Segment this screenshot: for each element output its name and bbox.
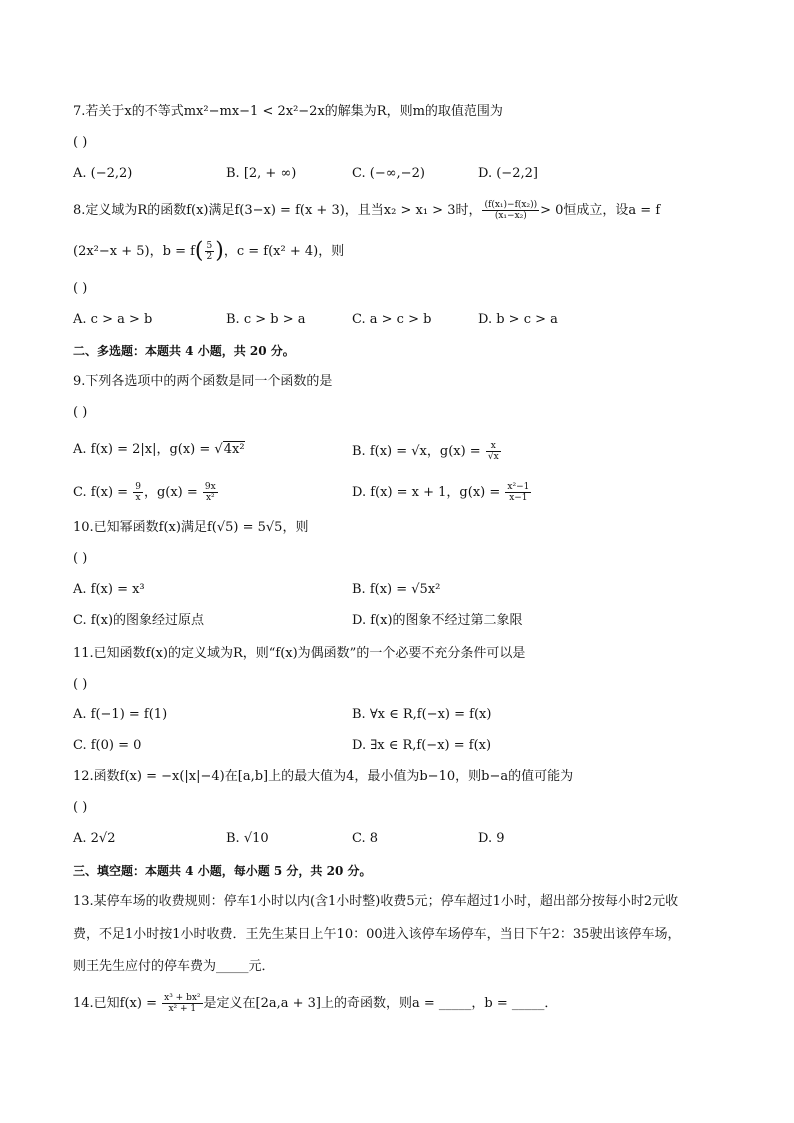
q14-stem	[73, 993, 557, 1014]
q11-option-c: C. f(0) = 0	[73, 738, 142, 753]
q12-stem: 12.函数f(x) = −x(|x|−4)在[a,b]上的最大值为4，最小值为b−10，则b−a的值可能为	[73, 769, 574, 784]
q12-option-a: A. 2√2	[73, 831, 116, 846]
q12-option-c: C. 8	[352, 831, 379, 846]
q10-stem: 10.已知幂函数f(x)满足f(√5) = 5√5，则	[73, 520, 309, 535]
q8-option-c: C. a > c > b	[352, 312, 432, 327]
q8-option-a: A. c > a > b	[73, 312, 153, 327]
q11-option-a: A. f(−1) = f(1)	[73, 707, 168, 722]
q8-b-fraction	[205, 241, 215, 262]
q9-a-sqrt: √4x²	[214, 442, 245, 457]
q11-option-b: B. ∀x ∈ R,f(−x) = f(x)	[352, 707, 492, 722]
q7-answer-paren: ( )	[73, 135, 88, 150]
q10-option-b: B. f(x) = √5x²	[352, 582, 441, 597]
q11-option-d: D. ∃x ∈ R,f(−x) = f(x)	[352, 738, 492, 753]
q7-option-a: A. (−2,2)	[73, 166, 133, 181]
q9-d-num: x²−1	[507, 482, 530, 492]
q8-stem-pre: 8.定义域为R的函数f(x)满足f(3−x) = f(x + 3)，且当x₂ > x₁ > 3时，	[73, 203, 482, 218]
q10-option-c: C. f(x)的图象经过原点	[73, 613, 205, 628]
q8-b-frac-den: 2	[206, 252, 213, 262]
q9-d-den: x−1	[509, 493, 528, 503]
q11-stem: 11.已知函数f(x)的定义域为R，则“f(x)为偶函数”的一个必要不充分条件可以是	[73, 646, 526, 661]
q9-b-text: B. f(x) = √x，g(x) =	[352, 444, 485, 459]
section-2-heading: 二、多选题：本题共 4 小题，共 20 分。	[73, 344, 295, 358]
q9-option-b	[352, 441, 502, 462]
q8-fraction	[482, 200, 539, 221]
q14-post: 是定义在[2a,a + 3]上的奇函数，则a = _____，b = _____．	[203, 996, 558, 1011]
q9-a-radicand: 4x²	[223, 442, 245, 457]
q9-b-fraction	[486, 441, 501, 462]
q8-option-b: B. c > b > a	[226, 312, 306, 327]
q13-line-1: 13.某停车场的收费规则：停车1小时以内(含1小时整)收费5元；停车超过1小时，超出部分按每小时2元收	[73, 894, 679, 909]
q9-c-num2: 9x	[204, 482, 216, 492]
q9-c-num1: 9	[135, 482, 141, 492]
q9-option-d	[352, 482, 532, 503]
q14-den: x² + 1	[168, 1004, 197, 1014]
q8-frac-num: (f(x₁)−f(x₂))	[484, 200, 538, 210]
q13-line-2: 费，不足1小时按1小时收费．王先生某日上午10：00进入该停车场停车，当日下午2：35驶出该停车场，	[73, 927, 681, 942]
q9-c-fraction-1	[133, 482, 143, 503]
q8-line2-post: ，c = f(x² + 4)，则	[223, 244, 345, 259]
q9-b-num: x	[486, 441, 501, 452]
q8-option-d: D. b > c > a	[478, 312, 558, 327]
q7-option-c: C. (−∞,−2)	[352, 166, 425, 181]
q14-pre: 14.已知f(x) =	[73, 996, 162, 1011]
q9-b-den: √x	[487, 452, 499, 462]
q7-stem: 7.若关于x的不等式mx²−mx−1 < 2x²−2x的解集为R，则m的取值范围为	[73, 104, 503, 119]
q7-option-d: D. (−2,2]	[478, 166, 538, 181]
q10-option-d: D. f(x)的图象不经过第二象限	[352, 613, 523, 628]
q7-option-b: B. [2, + ∞)	[226, 166, 297, 181]
q14-num: x³ + bx²	[164, 993, 201, 1003]
q10-option-a: A. f(x) = x³	[73, 582, 145, 597]
q12-option-d: D. 9	[478, 831, 505, 846]
q14-fraction	[162, 993, 202, 1014]
q9-c-mid: ，g(x) =	[143, 485, 202, 500]
q9-d-text: D. f(x) = x + 1，g(x) =	[352, 485, 505, 500]
section-3-heading: 三、填空题：本题共 4 小题，每小题 5 分，共 20 分。	[73, 864, 372, 878]
q8-stem	[73, 200, 660, 221]
q8-b-frac-num: 5	[206, 241, 213, 251]
q9-stem: 9.下列各选项中的两个函数是同一个函数的是	[73, 374, 333, 389]
q9-c-den1: x	[135, 493, 141, 503]
q9-answer-paren: ( )	[73, 405, 88, 420]
q8-frac-den: (x₁−x₂)	[494, 211, 527, 221]
q9-c-den2: x²	[205, 493, 215, 503]
q11-answer-paren: ( )	[73, 677, 88, 692]
q10-answer-paren: ( )	[73, 551, 88, 566]
q9-a-text: A. f(x) = 2|x|，g(x) =	[73, 442, 215, 457]
q9-option-c	[73, 482, 219, 503]
q8-stem-line2: (2x²−x + 5)，b = f( $\frac{5}{2}$ )，c = f(x² + 4)，则	[73, 238, 345, 264]
q9-d-fraction	[505, 482, 531, 503]
q8-answer-paren: ( )	[73, 281, 88, 296]
q9-option-a	[73, 441, 245, 459]
q12-answer-paren: ( )	[73, 800, 88, 815]
q13-line-3: 则王先生应付的停车费为_____元．	[73, 959, 275, 974]
q8-line2-pre: (2x²−x + 5)，b = f	[73, 244, 195, 259]
q9-c-text: C. f(x) =	[73, 485, 133, 500]
q9-c-fraction-2	[203, 482, 218, 503]
q8-stem-post: > 0恒成立，设a = f	[540, 203, 661, 218]
q12-option-b: B. √10	[226, 831, 269, 846]
